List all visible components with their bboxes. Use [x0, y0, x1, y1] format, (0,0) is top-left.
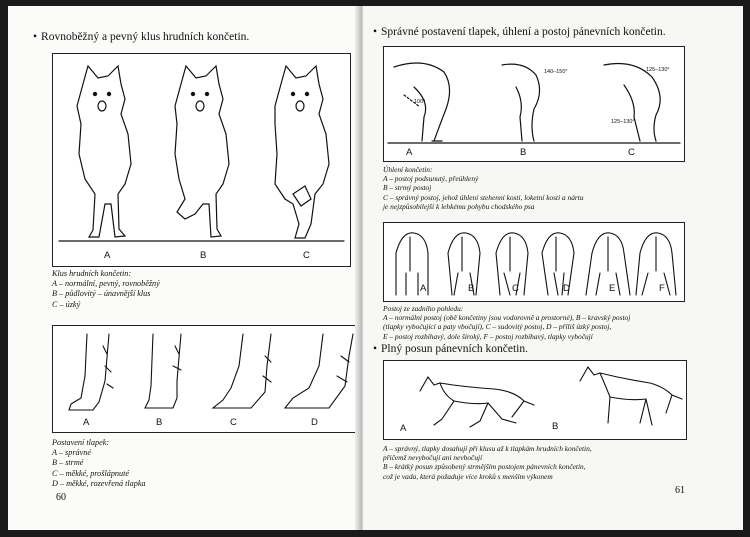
- caption-line: B – strmé: [52, 458, 84, 468]
- hind-leg-reach-illustration: [384, 361, 686, 439]
- caption-line: C – měkké, prošlápnuté: [52, 468, 130, 478]
- rear-view-stance-illustration: [384, 223, 684, 301]
- fig2-label-c: C: [230, 417, 237, 428]
- right-fig1-label-a: A: [406, 147, 413, 158]
- caption-line: B – krátký posun způsobený strmějším postojem pánevních končetin,: [383, 462, 586, 472]
- right-fig2-label-f: F: [659, 283, 665, 294]
- right-fig2-label-e: E: [609, 283, 616, 294]
- caption-line: je nejzpůsobilejší k lehkému pohybu chodského psa: [383, 201, 535, 211]
- hind-leg-angles-illustration: [384, 47, 684, 161]
- page-number-right: 61: [675, 485, 685, 496]
- caption-line: C – úzký: [52, 299, 81, 309]
- page-number-left: 60: [56, 492, 66, 503]
- right-fig2-label-c: C: [512, 283, 519, 294]
- fig2-label-a: A: [83, 417, 90, 428]
- paw-positions-illustration: [53, 326, 355, 432]
- fig2-label-d: D: [311, 417, 318, 428]
- caption-line: A – normální, pevný, rovnoběžný: [52, 279, 160, 289]
- caption-paw-positions: [52, 438, 146, 489]
- caption-front-legs: [52, 269, 160, 310]
- caption-title: Postoj ze zadního pohledu:: [383, 304, 464, 313]
- caption-line: C – správný postoj, jehož úhlení stehenní kosti, loketní kosti a nártu: [383, 192, 584, 202]
- caption-line: B – strmý postoj: [383, 183, 432, 193]
- right-fig1-label-b: B: [520, 147, 527, 158]
- figure-paw-positions: [52, 325, 356, 433]
- right-fig2-label-d: D: [563, 283, 570, 294]
- right-fig2-label-b: B: [468, 283, 475, 294]
- angle-label: 125–130°: [646, 67, 670, 73]
- caption-line: B – půdlovitý – únavnější klus: [52, 289, 151, 299]
- front-legs-dogs-illustration: [53, 54, 350, 266]
- caption-line: (tlapky vybočující a paty vbočují), C – sudovitý postoj, D – příliš úzký postoj,: [383, 322, 612, 332]
- caption-title: Úhlení končetin:: [383, 165, 433, 174]
- figure-front-legs-trot: [52, 53, 351, 267]
- fig2-label-b: B: [156, 417, 163, 428]
- caption-line: A – normální postoj (obě končetiny jsou vodorovně a prostorné), B – kravský postoj: [383, 313, 631, 323]
- caption-line: D – měkké, rozevřená tlapka: [52, 478, 146, 488]
- figure-hind-leg-reach: [383, 360, 687, 440]
- right-heading-2: • Plný posun pánevních končetin.: [373, 343, 528, 355]
- right-heading-1: • Správné postavení tlapek, úhlení a postoj pánevních končetin.: [373, 26, 666, 38]
- left-page: [8, 6, 361, 530]
- caption-title: Klus hrudních končetin:: [52, 269, 132, 278]
- left-heading: • Rovnoběžný a pevný klus hrudních končetin.: [33, 31, 250, 43]
- right-fig1-label-c: C: [628, 147, 635, 158]
- caption-title: Postavení tlapek:: [52, 438, 110, 447]
- right-fig3-label-b: B: [552, 421, 559, 432]
- fig1-label-c: C: [303, 250, 310, 261]
- caption-line: přičemž nevybočují ani nevbočují: [383, 453, 483, 463]
- caption-rear-stance: [383, 304, 630, 341]
- right-page: [363, 6, 743, 530]
- figure-rear-view-stance: [383, 222, 685, 302]
- caption-line: A – postoj podsunutý, přeúhlený: [383, 174, 479, 184]
- caption-line: E – postoj rozbíhavý, dole široký, F – postoj rozbíhavý, tlapky vybočují: [383, 331, 593, 341]
- right-fig2-label-a: A: [420, 283, 427, 294]
- caption-line: A – správné: [52, 448, 91, 458]
- angle-label: 100°: [414, 99, 426, 105]
- fig1-label-a: A: [104, 250, 111, 261]
- caption-line: což je vada, která požaduje více kroků s menším výkonem: [383, 471, 553, 481]
- angle-label: 140–150°: [544, 69, 568, 75]
- right-fig3-label-a: A: [400, 423, 407, 434]
- caption-hind-angles: [383, 165, 584, 211]
- figure-hind-leg-angles: [383, 46, 685, 162]
- fig1-label-b: B: [200, 250, 207, 261]
- caption-line: A – správný, tlapky dosahují při klusu až k tlapkám hrudních končetin,: [383, 444, 592, 453]
- angle-label: 125–130°: [611, 119, 635, 125]
- caption-hind-reach: [383, 444, 592, 481]
